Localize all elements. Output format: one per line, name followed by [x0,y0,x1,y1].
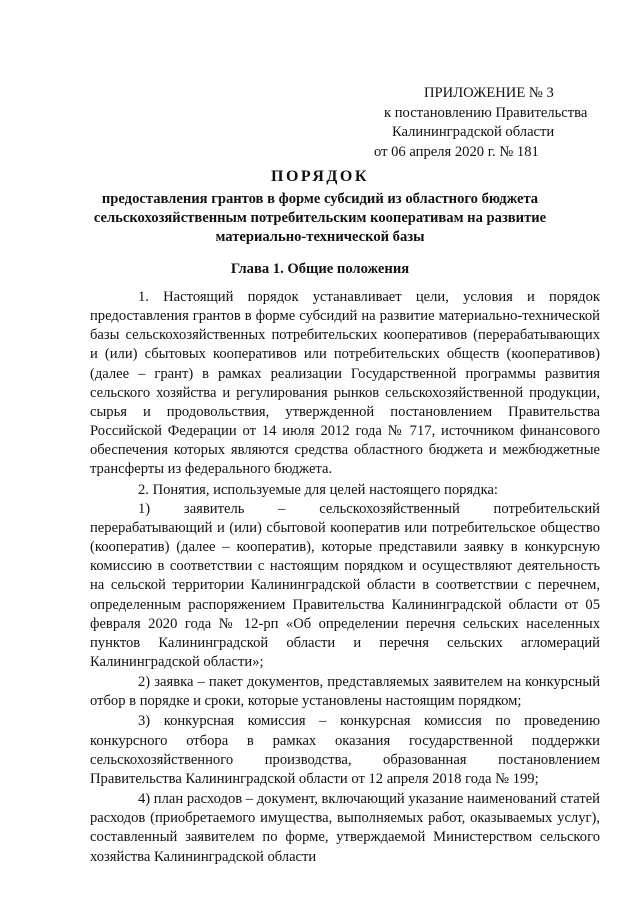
appendix-block [374,84,604,162]
document-title: ПОРЯДОК [271,168,369,185]
appendix-date-number: от 06 апреля 2020 г. № 181 [374,143,539,160]
appendix-reference: к постановлению Правительства [384,104,588,121]
paragraph-2: 2. Понятия, используемые для целей настоящего порядка: [138,481,498,498]
chapter-heading: Глава 1. Общие положения [230,261,410,277]
document-body [90,288,600,868]
definition-1: 1) заявитель – сельскохозяйственный потребительский перерабатывающий и (или) сбытовой кооператив или потребительское общество (кооператив) (далее – кооператив), которые представили заявку в конкурсную комиссию в соответствии с настоящим порядком и осуществляют деятельность на сельской территории Калининградской области в соответствии с перечнем, определенным распоряжением Правительства Калининградской области от 05 февраля 2020 года № 12-рп «Об определении перечня сельских населенных пунктов Калининградской области и перечня сельских агломераций Калининградской области»; [90,500,600,670]
document-subtitle: предоставления грантов в форме субсидий из областного бюджета сельскохозяйственным потребительским кооперативам на развитие материально-технической базы [93,191,547,245]
definition-2: 2) заявка – пакет документов, представляемых заявителем на конкурсный отбор в порядке и сроки, которые установлены настоящим порядком; [90,674,600,710]
paragraph-1: 1. Настоящий порядок устанавливает цели, условия и порядок предоставления грантов в форме субсидий на развитие материально-технической базы сельскохозяйственных потребительских кооперативов (перерабатывающих и (или) сбытовых кооперативов или потребительских обществ (кооперативов) (далее – грант) в рамках реализации Государственной программы развития сельского хозяйства и регулирования рынков сельскохозяйственной продукции, сырья и продовольствия, утвержденной постановлением Правительства Российской Федерации от 14 июля 2012 года № 717, источником финансового обеспечения которых являются средства областного бюджета и межбюджетные трансферты из федерального бюджета. [90,289,600,478]
definition-3: 3) конкурсная комиссия – конкурсная комиссия по проведению конкурсного отбора в рамках оказания государственной поддержки сельскохозяйственного производства, образованная постановлением Правительства Калининградской области от 12 апреля 2018 года № 199; [90,713,600,787]
appendix-region: Калининградской области [392,124,555,140]
appendix-title: ПРИЛОЖЕНИЕ № 3 [424,85,554,101]
definition-4: 4) план расходов – документ, включающий указание наименований статей расходов (приобретаемого имущества, выполняемых работ, оказываемых услуг), составленный заявителем по форме, утверждаемой Министерством сельского хозяйства Калининградской области [90,791,600,865]
